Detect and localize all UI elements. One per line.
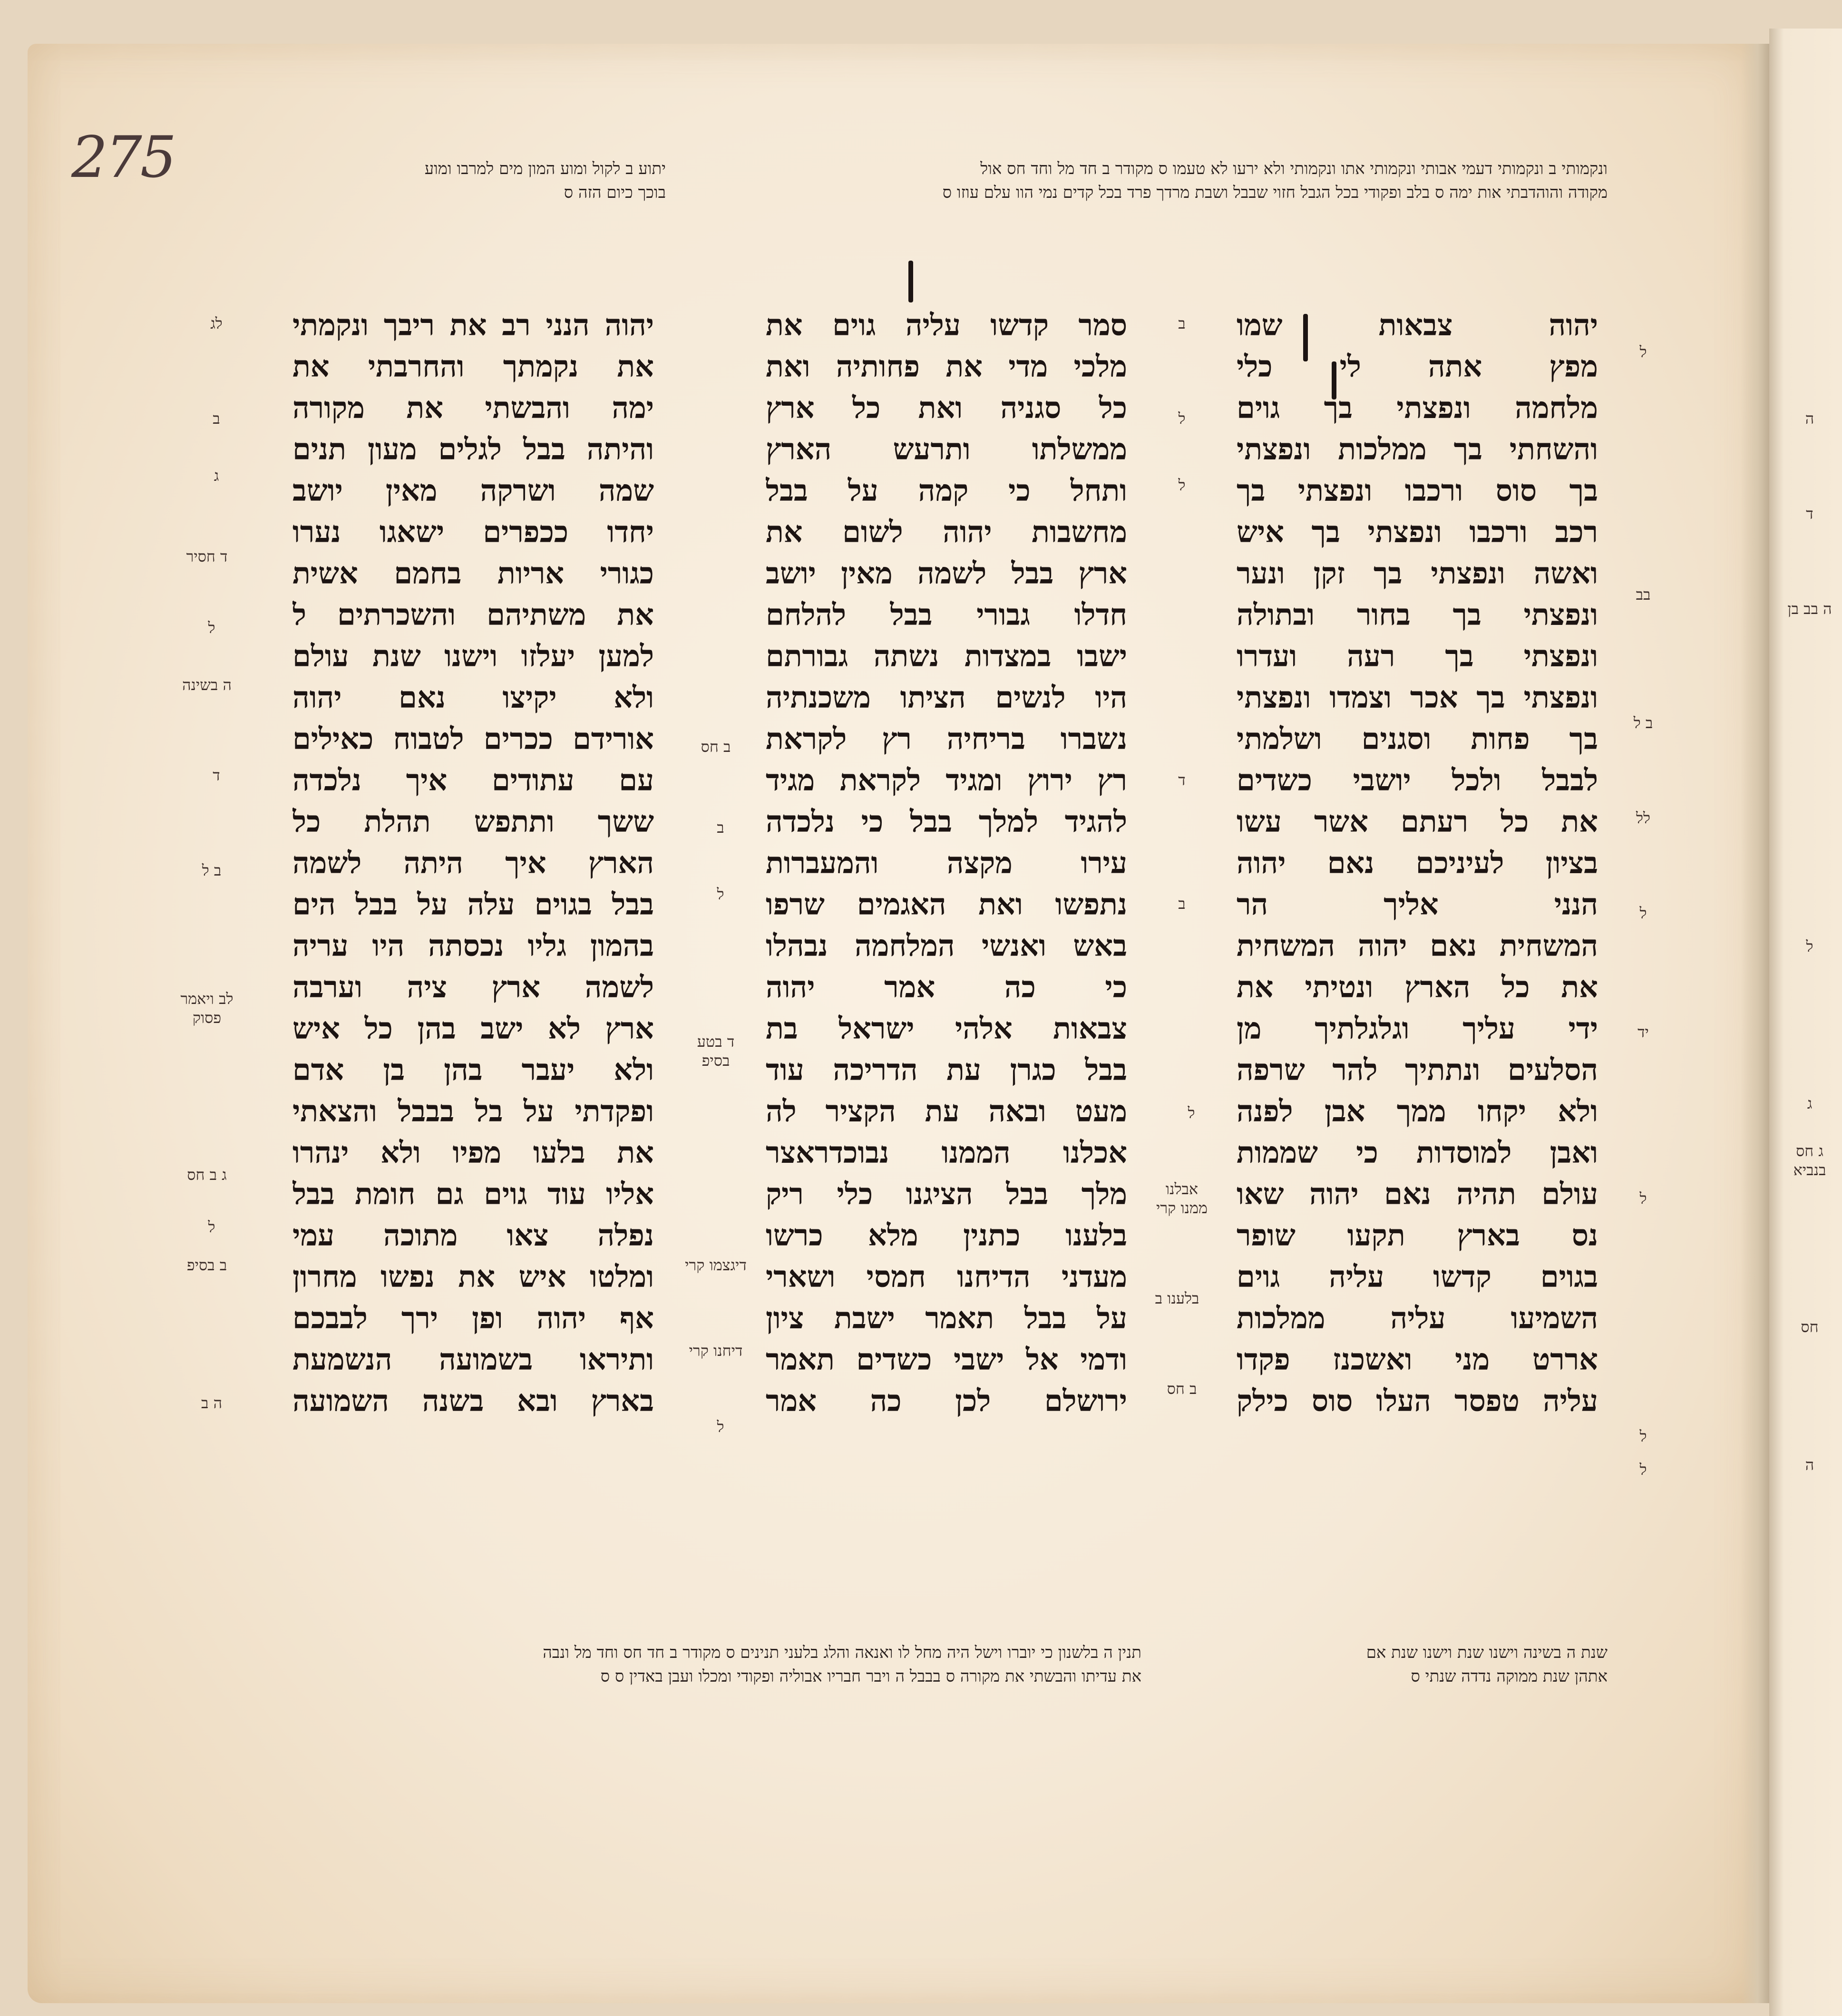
text-line: עם עתודים איך נלכדה (292, 763, 654, 798)
masora-line: תנין ה בלשנון כי יוברו וישל היה מחל לו ואנאה והלג בלעני תנינים ס מקודר ב חד חס וחד מל ונבה (543, 1643, 1141, 1662)
text-line: להגיד למלך בבל כי נלכדה (766, 804, 1127, 839)
text-line: והיתה בבל לגלים מעון תנים (292, 432, 654, 467)
text-column-middle (766, 304, 1127, 1422)
masora-parva-note: ל (1639, 1461, 1647, 1479)
masora-parva-note: ד חסיר (186, 547, 228, 565)
masora-parva-note: ל (1188, 1104, 1195, 1122)
text-line: בארץ ובא בשנה השמועה (292, 1383, 654, 1418)
masora-parva-note: לב ויאמר פסוק (180, 990, 234, 1027)
text-line: ואשה ונפצתי בך זקן ונער (1237, 556, 1598, 591)
masora-magna-top-right (770, 157, 1608, 205)
text-line: ומלטו איש את נפשו מחרון (292, 1259, 654, 1294)
text-line: עליה טפסר העלו סוס כילק (1237, 1383, 1598, 1418)
masora-parva-note: ל (208, 1218, 215, 1236)
text-line: בציון לעיניכם נאם יהוה (1237, 846, 1598, 880)
text-column-right (1237, 304, 1598, 1422)
masora-parva-note: ד (1178, 771, 1186, 789)
text-line: בלענו כתנין מלא כרשו (766, 1218, 1127, 1253)
text-line: את כל הארץ ונטיתי את (1237, 970, 1598, 1004)
text-line: אכלנו הממנו נבוכדראצר (766, 1135, 1127, 1170)
text-line: סמר קדשו עליה גוים את (766, 308, 1127, 342)
text-line: והשחתי בך ממלכות ונפצתי (1237, 432, 1598, 467)
masora-parva-note: ל (208, 619, 215, 637)
masora-parva-note: ד בטע בסיפ (697, 1032, 735, 1070)
text-line: כי כה אמר יהוה (766, 970, 1127, 1004)
masora-parva-note: ב חס (701, 738, 731, 756)
text-line: בך סוס ורכבו ונפצתי בך (1237, 473, 1598, 508)
masora-parva-note: יד (1637, 1023, 1649, 1041)
next-leaf-edge (1769, 29, 1842, 2016)
text-line: ופקדתי על בל בבבל והצאתי (292, 1094, 654, 1129)
masora-parva-note: ג (214, 467, 219, 485)
text-line: השמיעו עליה ממלכות (1237, 1301, 1598, 1335)
masora-line: את עדיתו והבשתי את מקורה ס בבבל ה ויבר חבריו אבוליה ופקודי ומכלו ועבן באדין ס ס (600, 1667, 1141, 1686)
folio-number: 275 (71, 125, 175, 191)
masora-parva-note: ב ל (1633, 714, 1653, 732)
text-line: ודמי אל ישבי כשדים תאמר (766, 1342, 1127, 1377)
text-line: מלכי מדי את פחותיה ואת (766, 349, 1127, 384)
text-line: הנני אליך הר (1237, 887, 1598, 922)
text-line: ונפצתי בך רעה ועדרו (1237, 639, 1598, 673)
text-line: ידי עליך וגלגלתיך מן (1237, 1011, 1598, 1046)
text-line: את בלעו מפיו ולא ינהרו (292, 1135, 654, 1170)
text-line: מחשבות יהוה לשום את (766, 515, 1127, 549)
text-line: בגוים קדשו עליה גוים (1237, 1259, 1598, 1294)
masora-parva-note: ב (717, 818, 724, 837)
text-line: לשמה ארץ ציה וערבה (292, 970, 654, 1004)
masora-parva-note: ל (1639, 1189, 1647, 1208)
text-line: למען יעלזו וישנו שנת עולם (292, 639, 654, 673)
text-line: את משתיהם והשכרתים ל (292, 597, 654, 632)
text-line: היו לנשים הציתו משכנתיה (766, 680, 1127, 715)
text-line: ותחל כי קמה על בבל (766, 473, 1127, 508)
text-line: בהמון גליו נכסתה היו עריה (292, 928, 654, 963)
masora-parva-note: דיגצמו קרי (685, 1256, 747, 1274)
next-leaf-note: חס (1801, 1318, 1819, 1336)
next-leaf-note: ה (1805, 1456, 1814, 1474)
text-line: יהוה צבאות שמו (1237, 308, 1598, 342)
next-leaf-note: ה בב בן (1787, 600, 1832, 618)
text-line: ואבן למוסדות כי שממות (1237, 1135, 1598, 1170)
text-line: על בבל תאמר ישבת ציון (766, 1301, 1127, 1335)
masora-parva-note: ב בסיפ (186, 1256, 227, 1274)
text-line: הארץ איך היתה לשמה (292, 846, 654, 880)
text-line: עירו מקצה והמעברות (766, 846, 1127, 880)
masora-line: בוכך כיום הזה ס (564, 183, 666, 202)
text-line: ישבו במצדות נשתה גבורתם (766, 639, 1127, 673)
text-line: ממשלתו ותרעש הארץ (766, 432, 1127, 467)
text-line: המשחית נאם יהוה המשחית (1237, 928, 1598, 963)
text-line: הסלעים ונתתיך להר שרפה (1237, 1052, 1598, 1087)
masora-line: ונקמותי ב ונקמותי דעמי אבותי ונקמותי אתו ונקמותי ולא ירעו לא טעמו ס מקודר ב חד מל וחד חס אול (980, 159, 1608, 178)
masora-parva-note: אבלנו ממנו קרי (1156, 1180, 1208, 1217)
text-line: מעט ובאה עת הקציר לה (766, 1094, 1127, 1129)
text-line: אף יהוה ופן ירך לבבכם (292, 1301, 654, 1335)
text-line: ולא יעבר בהן בן אדם (292, 1052, 654, 1087)
masora-parva-note: ל (717, 1418, 724, 1436)
text-line: אליו עוד גוים גם חומת בבל (292, 1177, 654, 1211)
masora-parva-note: ב (1178, 314, 1186, 332)
masora-parva-note: ג ב חס (187, 1166, 227, 1184)
text-line: מלחמה ונפצתי בך גוים (1237, 390, 1598, 425)
text-line: ולא יקחו ממך אבן לפנה (1237, 1094, 1598, 1129)
masora-parva-note: לג (210, 314, 223, 332)
text-line: שמה ושרקה מאין יושב (292, 473, 654, 508)
text-line: ונפצתי בך אכר וצמדו ונפצתי (1237, 680, 1598, 715)
masora-parva-note: ל (1639, 1427, 1647, 1445)
masora-parva-note: דיחנו קרי (689, 1342, 743, 1360)
masora-parva-note: בלענו ב (1155, 1289, 1199, 1307)
text-line: מפץ אתה לי כלי (1237, 349, 1598, 384)
text-line: ארץ לא ישב בהן כל איש (292, 1011, 654, 1046)
text-line: בך פחות וסגנים ושלמתי (1237, 721, 1598, 756)
text-line: כל סגניה ואת כל ארץ (766, 390, 1127, 425)
masora-magna-top-left (304, 157, 666, 205)
ascender-stroke (908, 261, 913, 302)
text-line: בבל כגרן עת הדריכה עוד (766, 1052, 1127, 1087)
text-line: את נקמתך והחרבתי את (292, 349, 654, 384)
text-line: ששך ותתפש תהלת כל (292, 804, 654, 839)
text-line: רכב ורכבו ונפצתי בך איש (1237, 515, 1598, 549)
text-line: אררט מני ואשכנז פקדו (1237, 1342, 1598, 1377)
text-line: ותיראו בשמועה הנשמעת (292, 1342, 654, 1377)
text-line: את כל רעתם אשר עשו (1237, 804, 1598, 839)
next-leaf-note: ה (1805, 409, 1814, 428)
masora-parva-note: ל (1178, 409, 1186, 428)
masora-parva-note: ה ב (201, 1394, 222, 1412)
text-line: יהוה הנני רב את ריבך ונקמתי (292, 308, 654, 342)
text-line: חדלו גבורי בבל להלחם (766, 597, 1127, 632)
masora-line: יתוע ב לקול ומוע המון מים למרבו ומוע (424, 159, 666, 178)
masora-line: שנת ה בשינה וישנו שנת וישנו שנת אם (1366, 1643, 1608, 1662)
masora-parva-note: ב (1178, 895, 1186, 913)
text-line: אורידם ככרים לטבוח כאילים (292, 721, 654, 756)
next-leaf-note: ל (1806, 937, 1813, 955)
text-line: נפלה צאו מתוכה עמי (292, 1218, 654, 1253)
next-leaf-note: ד (1806, 505, 1813, 523)
masora-parva-note: ל (1639, 904, 1647, 922)
text-line: רץ ירוץ ומגיד לקראת מגיד (766, 763, 1127, 798)
text-column-left (292, 304, 654, 1422)
text-line: נס בארץ תקעו שופר (1237, 1218, 1598, 1253)
text-line: כגורי אריות בחמם אשית (292, 556, 654, 591)
masora-parva-note: ב (213, 409, 220, 428)
masora-parva-note: ה בשינה (182, 676, 232, 694)
masora-line: מקודה והוהדבתי אות ימה ס בלב ופקודי בכל הגבל חזוי שבבל ושבת מרדך פרד בכל קדים נמי הוו עלם עוזו ס (942, 183, 1608, 202)
text-line: בבל בגוים עלה על בבל הים (292, 887, 654, 922)
text-line: מלך בבל הציגנו כלי ריק (766, 1177, 1127, 1211)
text-line: עולם תהיה נאם יהוה שאו (1237, 1177, 1598, 1211)
text-line: ונפצתי בך בחור ובתולה (1237, 597, 1598, 632)
folio-gutter (1741, 44, 1769, 2003)
masora-line: אתהן שנת ממוקה נדדה שנתי ס (1411, 1667, 1608, 1686)
text-line: צבאות אלהי ישראל בת (766, 1011, 1127, 1046)
text-line: ירושלם לכן כה אמר (766, 1383, 1127, 1418)
text-line: ולא יקיצו נאם יהוה (292, 680, 654, 715)
next-leaf-note: ג חס בנביא (1793, 1142, 1826, 1179)
text-line: ימה והבשתי את מקורה (292, 390, 654, 425)
text-line: ארץ בבל לשמה מאין יושב (766, 556, 1127, 591)
text-line: יחדו ככפרים ישאגו נערו (292, 515, 654, 549)
masora-magna-bottom-right (1237, 1641, 1608, 1688)
text-line: לבבל ולכל יושבי כשדים (1237, 763, 1598, 798)
text-line: נשברו בריחיה רץ לקראת (766, 721, 1127, 756)
masora-parva-note: ד (213, 766, 220, 784)
masora-parva-note: ל (1639, 343, 1647, 361)
text-line: מעדני הדיחנו חמסי ושארי (766, 1259, 1127, 1294)
text-line: באש ואנשי המלחמה נבהלו (766, 928, 1127, 963)
next-leaf-note: ג (1807, 1094, 1813, 1112)
text-line: נתפשו ואת האגמים שרפו (766, 887, 1127, 922)
masora-parva-note: לל (1636, 809, 1650, 827)
masora-parva-note: בב (1636, 585, 1651, 604)
masora-parva-note: ב חס (1167, 1380, 1197, 1398)
masora-parva-note: ל (1178, 476, 1186, 494)
masora-magna-bottom-left (304, 1641, 1141, 1688)
masora-parva-note: ב ל (202, 861, 222, 879)
masora-parva-note: ל (717, 885, 724, 903)
